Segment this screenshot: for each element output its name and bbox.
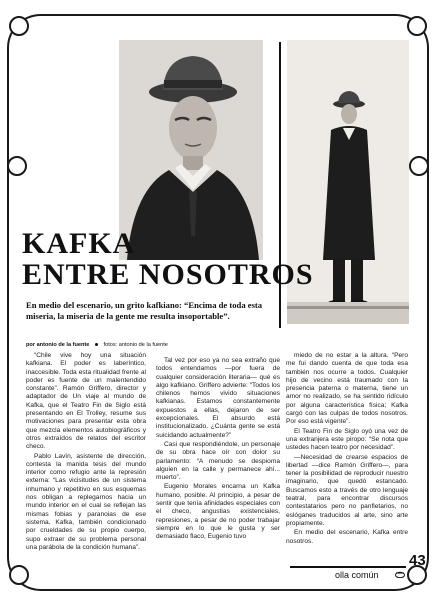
- paragraph: Casi que respondiéndole, un personaje de su obra hace oír con dolor su parlamento: “A menudo se despioma alguien en la calle y permanece ahí... muerto”.: [156, 440, 280, 482]
- footer-rule: [290, 566, 406, 568]
- page-number: 43: [409, 552, 426, 569]
- paragraph: “Chile vive hoy una situación kafkiana. El poder es laberíntico, inaccesible. Toda esta ritualidad frente al poder es fuente de un malentendido constante”. Ramón Griffero, director y adaptador de Un viaje al mundo de Kafka, que el Teatro Fin de Siglo está presentando en El Trolley, resume sus motivaciones para presentar esta obra que mezcla elementos autobiográficos y otros extraídos de relatos del escritor checo.: [26, 352, 146, 451]
- byline-author: por antonio de la fuente: [26, 342, 90, 348]
- paragraph: En medio del escenario, Kafka entre nosotros.: [286, 529, 408, 545]
- article-title: [22, 228, 314, 290]
- paragraph: El Teatro Fin de Siglo oyó una vez de una extranjera este piropo: “Se nota que ustedes hacen teatro por necesidad”.: [286, 427, 408, 452]
- portrait-photo: [119, 40, 263, 260]
- paragraph: —Necesidad de crearse espacios de libertad —dice Ramón Griffero—, para tener la posibilidad de reproducir nuestro imaginario, que quedó estancado. Buscamos esto a través de otro lenguaje teatral, para encontrar discursos contestatarios pero no panfletarios, no eslóganes traducidos al arte, sino arte propiamente.: [286, 453, 408, 527]
- side-ornament-icon: [409, 156, 429, 176]
- text-column-3: [286, 352, 408, 547]
- title-line-1: KAFKA: [22, 227, 136, 260]
- text-column-1: [26, 352, 146, 553]
- byline: [26, 342, 168, 348]
- title-line-2: ENTRE NOSOTROS: [22, 258, 314, 291]
- corner-ornament-icon: [407, 16, 427, 36]
- corner-ornament-icon: [9, 565, 29, 585]
- portrait-illustration: [119, 40, 263, 260]
- pot-logo-icon: [395, 571, 405, 578]
- corner-ornament-icon: [9, 16, 29, 36]
- paragraph: Eugenio Morales encarna un Kafka humano, posible. Al principio, a pesar de sentir que tenía afinidades especiales con el checo, angustias existenciales, represiones, a pesar de no poder trabajar siempre en lo que le gusta y ser demasiado flaco, Eugenio tuvo: [156, 483, 280, 541]
- bullet-icon: [95, 343, 98, 346]
- article-subtitle: En medio del escenario, un grito kafkiano: “Encima de toda esta miseria, la miseria de la gente me resulta insoportable”.: [26, 300, 263, 321]
- paragraph: Pablo Lavín, asistente de dirección, contesta la manida tesis del mundo interior como refugio ante la represión externa: “Las vicisitudes de un sistema inhumano y repetitivo en sus esquemas nos obligan a replegarnos hacia un mundo interior en el cual se reflejan las mismas fobias y paranoias de ese sistema. Kafka, también condicionado por crueldades de su propio cuerpo, supo extraer de su problema personal una parábola de la condición humana”.: [26, 452, 146, 551]
- paragraph: Tal vez por eso ya no sea extraño que todos entendamos —por fuera de cualquier consideración literaria— qué es algo kafkiano. Griffero advierte: “Todos los chilenos hemos vivido situaciones kafkianas. Estamos constantemente expuestos a ellas, dejaron de ser excepcionales. El absurdo está institucionalizado. ¿Cuánta gente se está suicidando actualmente?”: [156, 357, 280, 439]
- publication-name: olla común: [335, 570, 379, 580]
- paragraph: miedo de no estar a la altura. “Pero me fui dando cuenta de que toda esa también nos ocurre a todos. Cualquier hijo de vecino está traumado con la presencia paterna o materna, tiene un amor no realizado, se ha sentido ridículo por alguna característica física; Kafka cargó con las culpas de todos nosotros. Por eso está vigente”.: [286, 352, 408, 426]
- text-column-2: [156, 357, 280, 543]
- side-ornament-icon: [7, 156, 27, 176]
- byline-photos: fotos: antonio de la fuente: [103, 342, 168, 348]
